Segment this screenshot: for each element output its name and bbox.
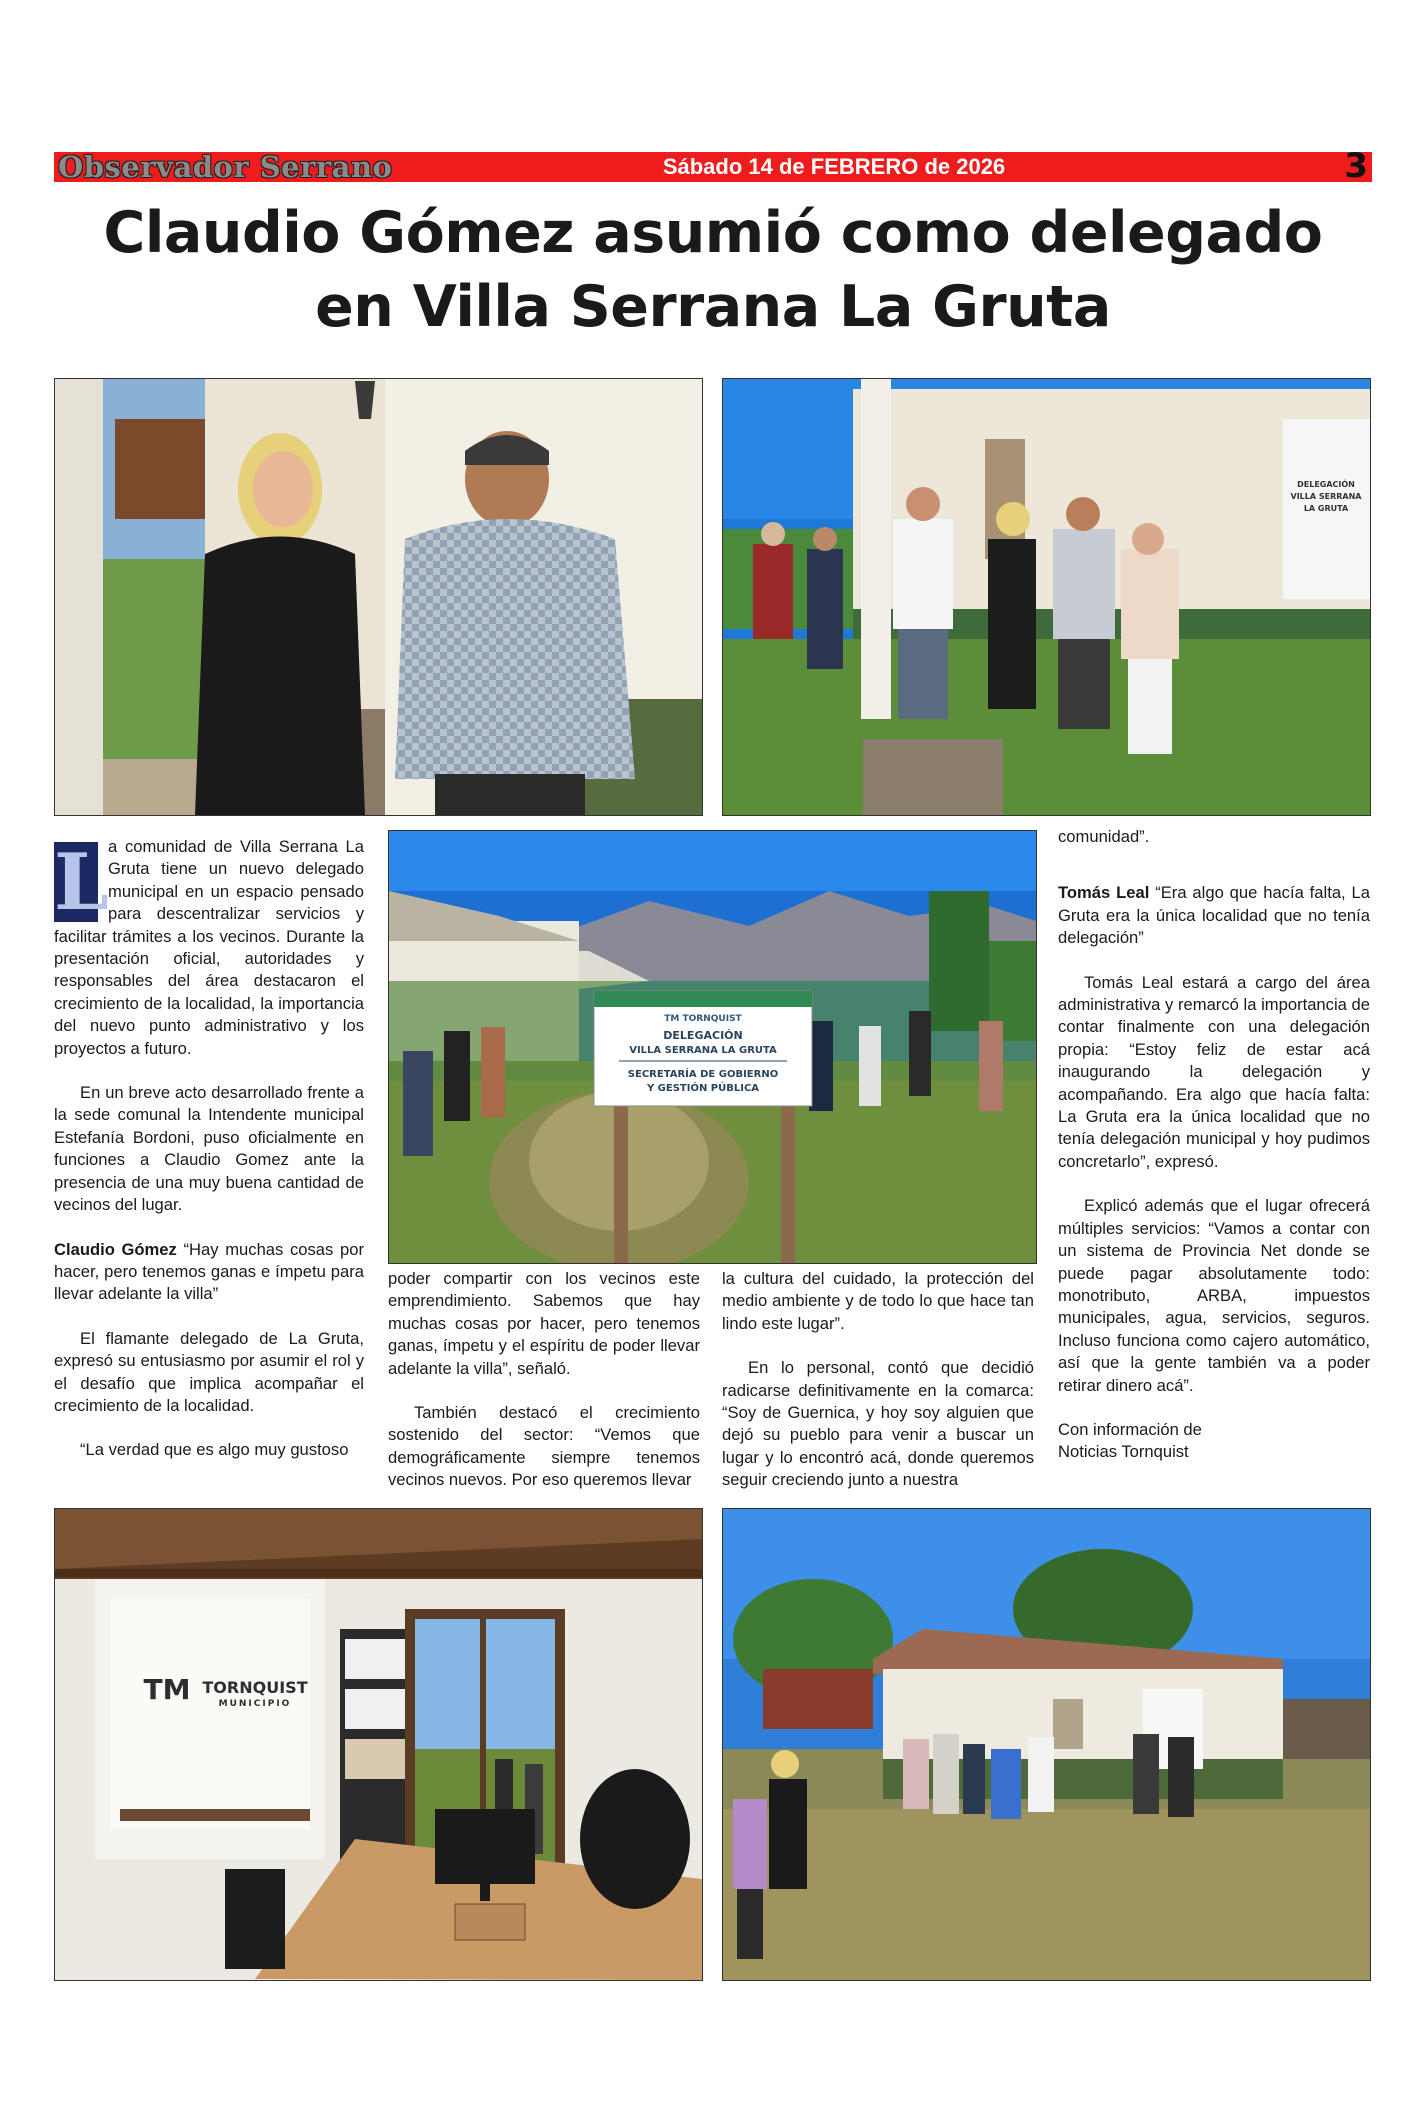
headline-line-2: en Villa Serrana La Gruta — [315, 274, 1111, 340]
article-column-1 — [54, 836, 364, 1462]
photo-building-exterior — [722, 1508, 1371, 1981]
column-4-quote — [1058, 882, 1370, 949]
column-1-paragraph-5: “La verdad que es algo muy gustoso — [80, 1440, 349, 1460]
photo-office-interior — [54, 1508, 703, 1981]
photo-group-at-delegation — [722, 378, 1371, 816]
column-2-paragraph-2: También destacó el crecimiento sostenido del sector: “Vemos que demográficamente siempre tenemos vecinos nuevos. Por eso queremos llevar — [388, 1403, 700, 1490]
column-4-paragraph-3: Explicó además que el lugar ofrecerá múltiples servicios: “Vamos a contar con un sistema de Provincia Net donde se puede pagar absolutamente todo: monotributo, ARBA, impuestos municipales, agua, servicios, seguros. Incluso funciona como cajero automático, así que la gente también va a poder retirar dinero acá”. — [1058, 1196, 1370, 1395]
speaker-claudio-gomez: Claudio Gómez — [54, 1239, 177, 1259]
article-column-2 — [388, 1268, 700, 1492]
source-credit-line-1: Con información de — [1058, 1419, 1202, 1439]
facade-sign-line-1: DELEGACIÓN — [1297, 480, 1355, 489]
sign-logo: TM TORNQUIST — [664, 1014, 742, 1024]
column-1-paragraph-2: En un breve acto desarrollado frente a la sede comunal la Intendente municipal Estefanía Bordoni, puso oficialmente en funciones a Claudio Gomez ante la presencia de una muy buena cantidad de vecinos del lugar. — [54, 1083, 364, 1215]
newspaper-name: Observador Serrano — [58, 150, 393, 184]
speaker-tomas-leal: Tomás Leal — [1058, 883, 1150, 903]
sign-line-4: Y GESTIÓN PÚBLICA — [646, 1083, 760, 1094]
headline-line-1: Claudio Gómez asumió como delegado — [103, 200, 1323, 266]
sign-line-2: VILLA SERRANA LA GRUTA — [629, 1045, 777, 1056]
column-4-paragraph-2: Tomás Leal estará a cargo del área administrativa y remarcó la importancia de contar finalmente con una delegación propia: “Estoy feliz de estar acá inaugurando la delegación y acompañando. Era algo que hacía falta: La Gruta era la única localidad que no tenía delegación municipal y hoy pudimos concretarlo”, expresó. — [1058, 972, 1370, 1171]
office-logo-sub: MUNICIPIO — [218, 1699, 292, 1709]
article-headline — [54, 196, 1372, 344]
photo-delegate-and-mayor — [54, 378, 703, 816]
quote-tomas-text: “Era algo que hacía falta, La Gruta era la única localidad que no tenía delegación” — [1058, 883, 1370, 948]
masthead-bar — [54, 146, 1372, 186]
facade-sign-line-3: LA GRUTA — [1303, 504, 1349, 513]
issue-date: Sábado 14 de FEBRERO de 2026 — [662, 154, 1006, 179]
page-number: 3 — [1344, 146, 1368, 186]
photo-delegation-sign — [388, 830, 1037, 1264]
source-credit — [1058, 1419, 1370, 1464]
facade-sign-line-2: VILLA SERRANA — [1290, 492, 1362, 501]
column-3-paragraph-2: En lo personal, contó que decidió radicarse definitivamente en la comarca: “Soy de Guernica, y hoy soy alguien que dejó su pueblo para venir a buscar un lugar y lo encontró acá, donde queremos seguir creciendo junto a nuestra — [722, 1358, 1034, 1490]
office-logo-name: TORNQUIST — [202, 1678, 308, 1697]
sign-line-1: DELEGACIÓN — [663, 1029, 743, 1042]
quote-claudio-text: “Hay muchas cosas por hacer, pero tenemos ganas e ímpetu para llevar adelante la villa” — [54, 1239, 364, 1304]
column-2-paragraph-1: poder compartir con los vecinos este emprendimiento. Sabemos que hay muchas cosas por hacer, pero tenemos ganas, ímpetu y el espíritu de poder llevar adelante la villa”, señaló. — [388, 1269, 700, 1378]
source-credit-line-2: Noticias Tornquist — [1058, 1442, 1189, 1462]
office-logo-mark: TM — [143, 1673, 191, 1706]
column-3-paragraph-1: la cultura del cuidado, la protección del medio ambiente y de todo lo que hace tan lindo este lugar”. — [722, 1269, 1034, 1333]
article-column-4 — [1058, 826, 1370, 1464]
column-4-continuation: comunidad”. — [1058, 827, 1150, 846]
column-1-paragraph-1: a comunidad de Villa Serrana La Gruta tiene un nuevo delegado municipal en un espacio pensado para descentralizar servicios y facilitar trámites a los vecinos. Durante la presentación oficial, autoridades y responsables del área destacaron el crecimiento de la localidad, la importancia del nuevo punto administrativo y los proyectos a futuro. — [54, 837, 364, 1058]
column-1-quote — [54, 1239, 364, 1306]
article-column-3 — [722, 1268, 1034, 1492]
dropcap-letter: L — [54, 837, 109, 928]
sign-line-3: SECRETARÍA DE GOBIERNO — [627, 1069, 779, 1080]
column-1-paragraph-4: El flamante delegado de La Gruta, expresó su entusiasmo por asumir el rol y el desafío que implica acompañar el crecimiento de la localidad. — [54, 1328, 364, 1415]
